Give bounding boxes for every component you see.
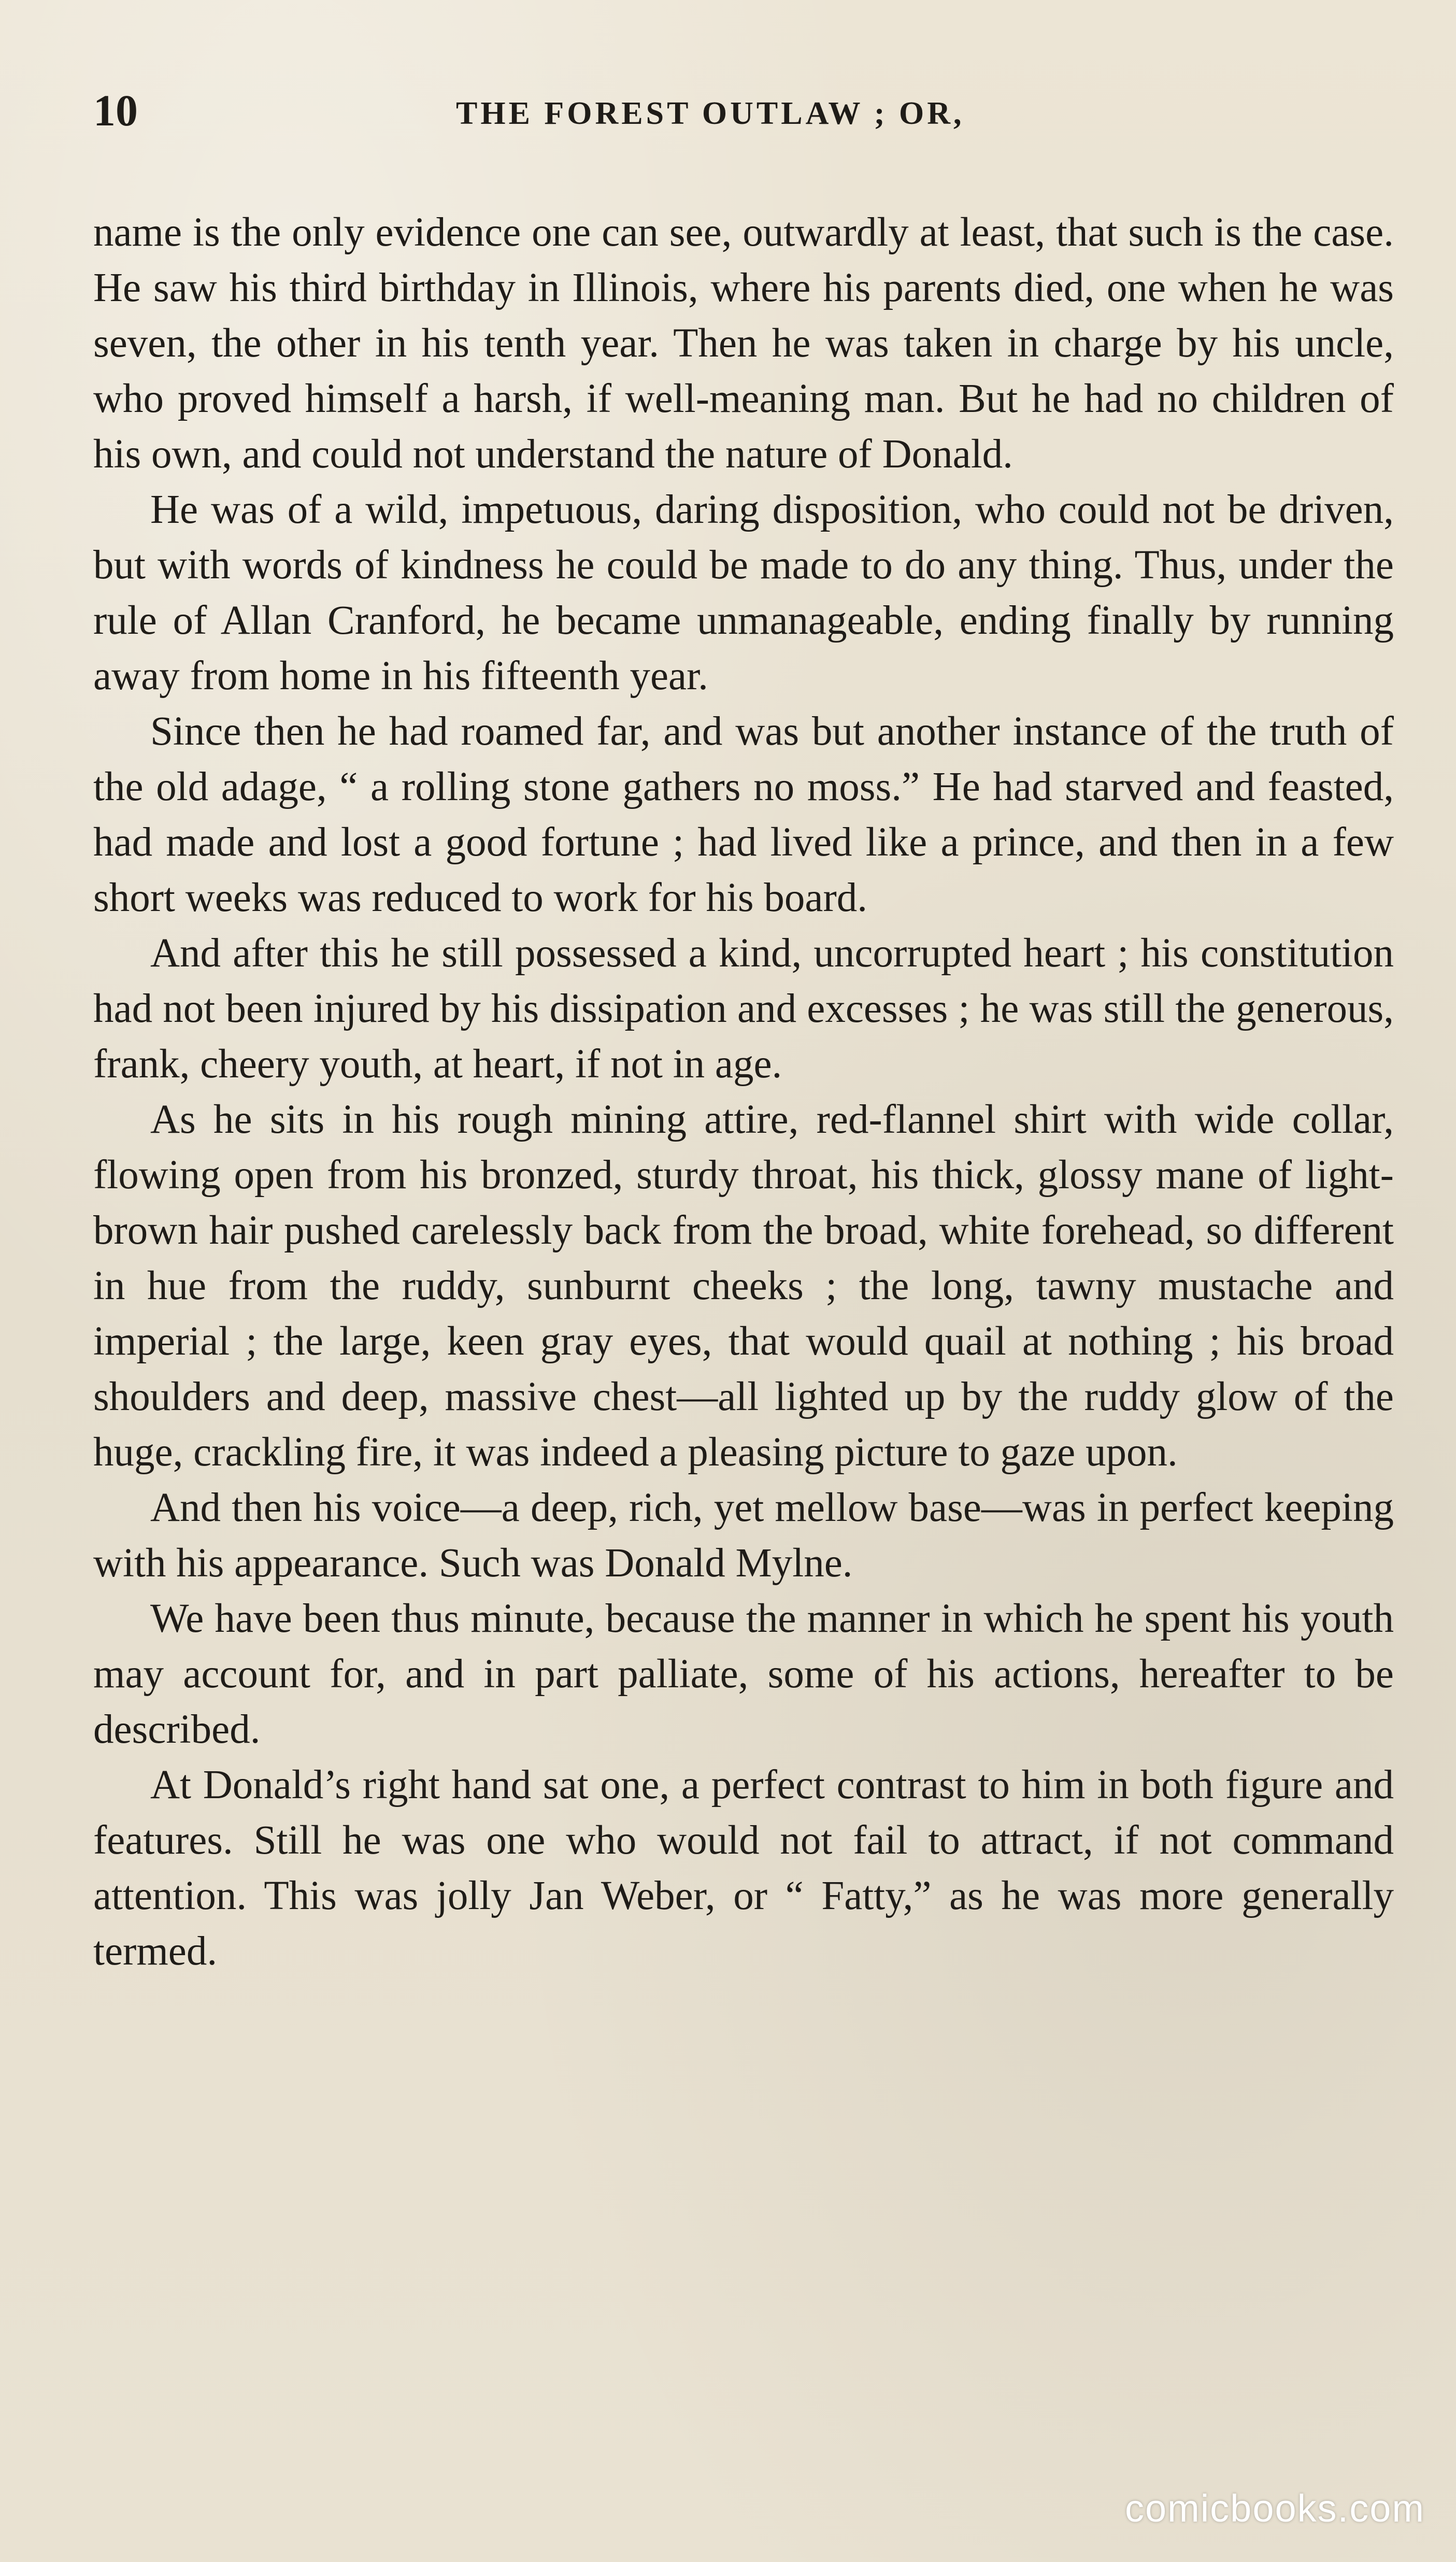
body-text (93, 205, 1394, 1979)
page-number: 10 (93, 86, 138, 135)
paragraph-continuation: name is the only evidence one can see, outwardly at least, that such is the case. He saw his third birthday in Illinois, where his parents died, one when he was seven, the other in his tenth year. Then he was taken in charge by his uncle, who proved himself a harsh, if well-meaning man. But he had no children of his own, and could not understand the nature of Donald. (93, 210, 1394, 477)
paragraph: Since then he had roamed far, and was but another instance of the truth of the old adage, “ a rolling stone gathers no moss.” He had starved and feasted, had made and lost a good fortune ; had lived like a prince, and then in a few short weeks was reduced to work for his board. (93, 709, 1394, 920)
watermark: comicbooks.com (1124, 2487, 1425, 2530)
paragraph: As he sits in his rough mining attire, red-flannel shirt with wide collar, flowing open from his bronzed, sturdy throat, his thick, glossy mane of light-brown hair pushed carelessly back from the broad, white forehead, so different in hue from the ruddy, sunburnt cheeks ; the long, tawny mustache and imperial ; the large, keen gray eyes, that would quail at nothing ; his broad shoulders and deep, massive chest—all lighted up by the ruddy glow of the huge, crackling fire, it was indeed a pleasing picture to gaze upon. (93, 1097, 1394, 1475)
paragraph: At Donald’s right hand sat one, a perfect contrast to him in both figure and features. Still he was one who would not fail to attract, if not command attention. This was jolly Jan Weber, or “ Fatty,” as he was more generally termed. (93, 1762, 1394, 1974)
paragraph: And after this he still possessed a kind, uncorrupted heart ; his constitution had not been injured by his dissipation and excesses ; he was still the generous, frank, cheery youth, at heart, if not in age. (93, 931, 1394, 1087)
running-title: THE FOREST OUTLAW ; OR, (456, 96, 965, 131)
paragraph: And then his voice—a deep, rich, yet mellow base—was in perfect keeping with his appearance. Such was Donald Mylne. (93, 1485, 1394, 1586)
paragraph: We have been thus minute, because the manner in which he spent his youth may account for, and in part palliate, some of his actions, hereafter to be described. (93, 1596, 1394, 1752)
paragraph: He was of a wild, impetuous, daring disposition, who could not be driven, but with words of kindness he could be made to do any thing. Thus, under the rule of Allan Cranford, he became unmanageable, ending finally by running away from home in his fifteenth year. (93, 487, 1394, 699)
page-header (93, 88, 1409, 145)
